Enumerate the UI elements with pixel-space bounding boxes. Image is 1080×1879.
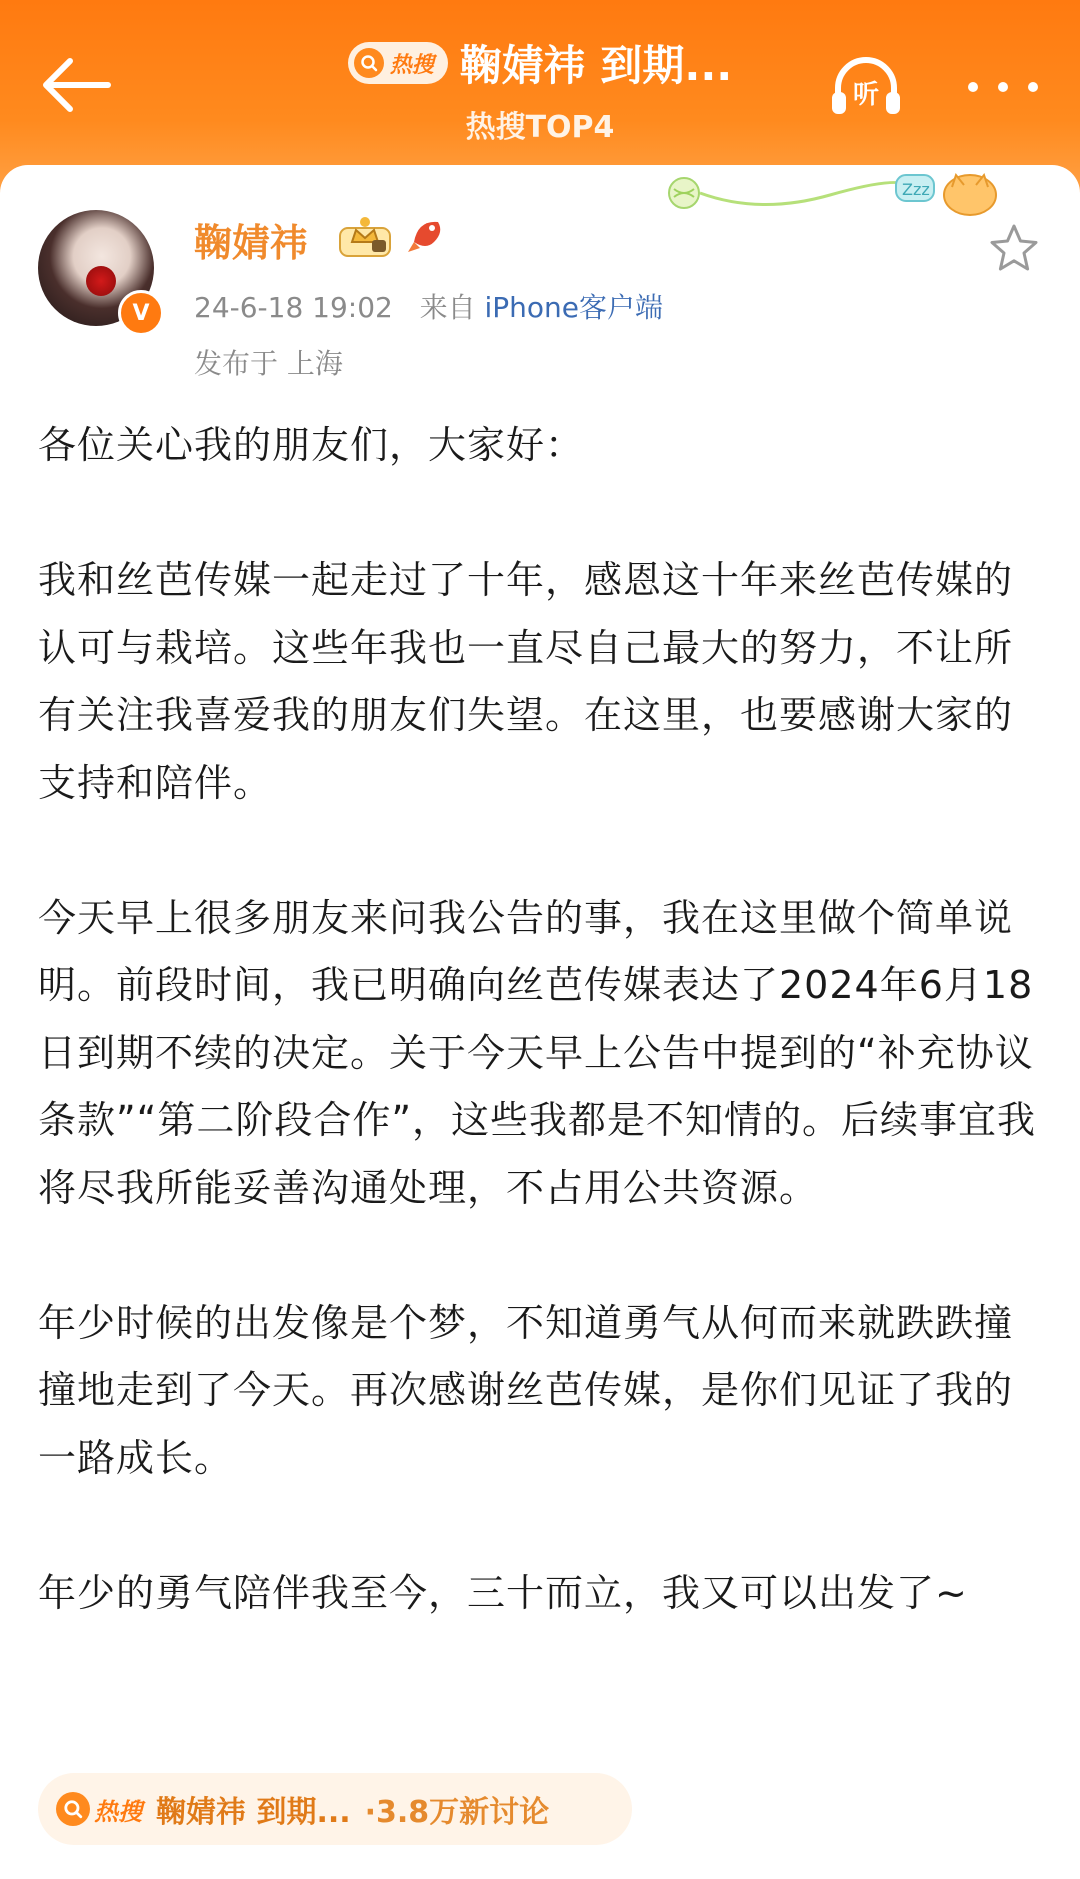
- post-date: 24-6-18 19:02: [194, 291, 393, 324]
- fish-badge-icon[interactable]: [404, 212, 450, 258]
- header-title-block[interactable]: [300, 30, 780, 150]
- post-source[interactable]: iPhone客户端: [484, 291, 664, 324]
- post-content: [38, 412, 1048, 1627]
- hot-topic-link[interactable]: [38, 1773, 632, 1845]
- star-icon: [988, 222, 1040, 274]
- footer-topic-title: 鞠婧祎 到期...: [156, 1795, 351, 1830]
- post-paragraph: 年少时候的出发像是个梦，不知道勇气从何而来就跌跌撞撞地走到了今天。再次感谢丝芭传媒，是你们见证了我的一路成长。: [38, 1300, 1014, 1480]
- verified-icon: V: [118, 290, 164, 336]
- more-icon: [968, 82, 978, 92]
- listen-button[interactable]: [828, 54, 904, 118]
- search-icon: [354, 48, 384, 78]
- hot-rank-subtitle: 热搜TOP4: [465, 110, 615, 145]
- hot-search-badge: [348, 42, 448, 84]
- back-button[interactable]: [40, 55, 112, 115]
- more-options-button[interactable]: [968, 72, 1038, 102]
- crown-badge-icon[interactable]: [336, 214, 394, 260]
- card-decoration: [660, 165, 1000, 225]
- source-prefix: 来自: [419, 291, 476, 324]
- footer-hot-badge: [56, 1792, 142, 1827]
- post-meta: [194, 286, 663, 326]
- rose-decoration: [86, 266, 116, 296]
- hot-badge-label: 热搜: [389, 52, 434, 78]
- post-paragraph: 各位关心我的朋友们，大家好：: [38, 423, 585, 467]
- svg-text:Zzz: Zzz: [902, 180, 930, 199]
- post-location: 发布于 上海: [194, 347, 343, 380]
- post-paragraph: 我和丝芭传媒一起走过了十年，感恩这十年来丝芭传媒的认可与栽培。这些年我也一直尽自己最大的努力，不让所有关注我喜爱我的朋友们失望。在这里，也要感谢大家的支持和陪伴。: [38, 558, 1014, 805]
- footer-discussion-count: ·3.8万新讨论: [364, 1795, 550, 1830]
- post-paragraph: 今天早上很多朋友来问我公告的事，我在这里做个简单说明。前段时间，我已明确向丝芭传媒表达了2024年6月18日到期不续的决定。关于今天早上公告中提到的“补充协议条款”“第二阶段合作”，这些我都是不知情的。后续事宜我将尽我所能妥善沟通处理，不占用公共资源。: [38, 895, 1037, 1210]
- post-paragraph: 年少的勇气陪伴我至今，三十而立，我又可以出发了~: [38, 1570, 968, 1615]
- listen-label: 听: [852, 80, 879, 110]
- back-arrow-icon: [40, 55, 112, 115]
- search-icon: [56, 1792, 90, 1826]
- footer-hot-label: 热搜: [94, 1797, 142, 1826]
- favorite-button[interactable]: [988, 222, 1040, 274]
- author-name[interactable]: 鞠婧祎: [194, 221, 309, 265]
- page-title: 鞠婧祎 到期...: [459, 41, 733, 90]
